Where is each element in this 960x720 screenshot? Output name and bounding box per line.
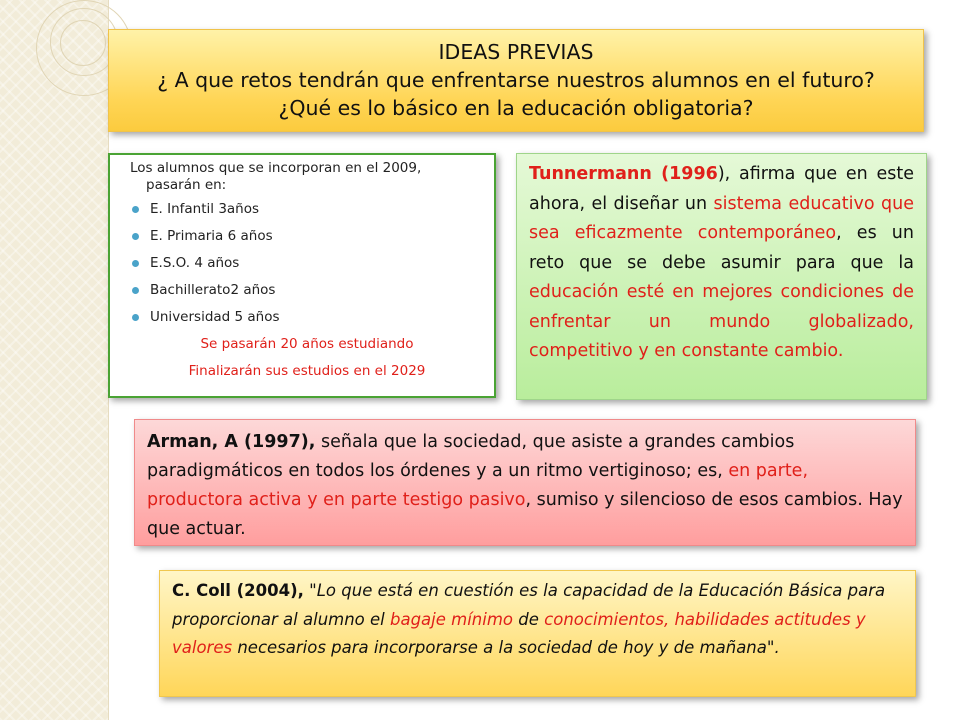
coll-quote-panel (159, 570, 916, 697)
list-item: Universidad 5 años (130, 304, 484, 331)
bullet-dot-icon (132, 287, 139, 294)
intro-line-2: pasarán en: (146, 177, 227, 193)
list-item: E. Primaria 6 años (130, 223, 484, 250)
panel-intro (130, 160, 484, 194)
quote-highlight: conocimientos, habilidades actitudes y valores (172, 609, 866, 657)
bullet-dot-icon (132, 314, 139, 321)
quote-text: señala que la sociedad, que asiste a grandes cambios paradigmáticos en todos los órdenes y a un ritmo vertiginoso; es, (147, 432, 795, 481)
bullet-dot-icon (132, 206, 139, 213)
summary-finish: Finalizarán sus estudios en el 2029 (188, 363, 426, 379)
stage-list (130, 196, 484, 331)
quote-author: Tunnermann (1996 (529, 164, 718, 184)
tunnermann-quote-panel (516, 153, 927, 400)
quote-text: "Lo que está en cuestión es la capacidad de la Educación Básica para proporcionar al alumno el (172, 581, 886, 629)
intro-line-1: Los alumnos que se incorporan en el 2009, (130, 160, 422, 176)
quote-text: de (513, 609, 545, 629)
quote-highlight: sistema educativo que sea eficazmente contemporáneo (529, 193, 914, 243)
quote-author: C. Coll (2004), (172, 581, 304, 600)
list-item: Bachillerato2 años (130, 277, 484, 304)
title-box (108, 29, 924, 132)
quote-highlight: bagaje mínimo (390, 609, 514, 629)
quote-text: , sumiso y silencioso de esos cambios. Hay que actuar. (147, 490, 903, 539)
bullet-dot-icon (132, 260, 139, 267)
title-question-2: ¿Qué es lo básico en la educación obligatoria? (278, 96, 754, 120)
quote-text: ), afirma que en este ahora, el diseñar un (529, 164, 914, 214)
quote-text: , es un reto que se debe asumir para que la (529, 223, 914, 273)
list-item: E.S.O. 4 años (130, 250, 484, 277)
title-heading: IDEAS PREVIAS (438, 40, 594, 64)
quote-highlight: en parte, productora activa y en parte testigo pasivo (147, 461, 809, 510)
quote-text: necesarios para incorporarse a la sociedad de hoy y de mañana". (232, 638, 780, 657)
title-question-1: ¿ A que retos tendrán que enfrentarse nuestros alumnos en el futuro? (157, 68, 875, 92)
quote-highlight: educación esté en mejores condiciones de enfrentar un mundo globalizado, competitivo y en constante cambio. (529, 282, 914, 361)
decorative-ring (60, 20, 106, 66)
list-item: E. Infantil 3años (130, 196, 484, 223)
arman-quote-panel (134, 419, 916, 546)
decorative-side-strip (0, 0, 109, 720)
summary-years: Se pasarán 20 años estudiando (200, 336, 414, 352)
school-years-panel (108, 153, 496, 398)
bullet-dot-icon (132, 233, 139, 240)
quote-author: Arman, A (1997), (147, 432, 316, 452)
